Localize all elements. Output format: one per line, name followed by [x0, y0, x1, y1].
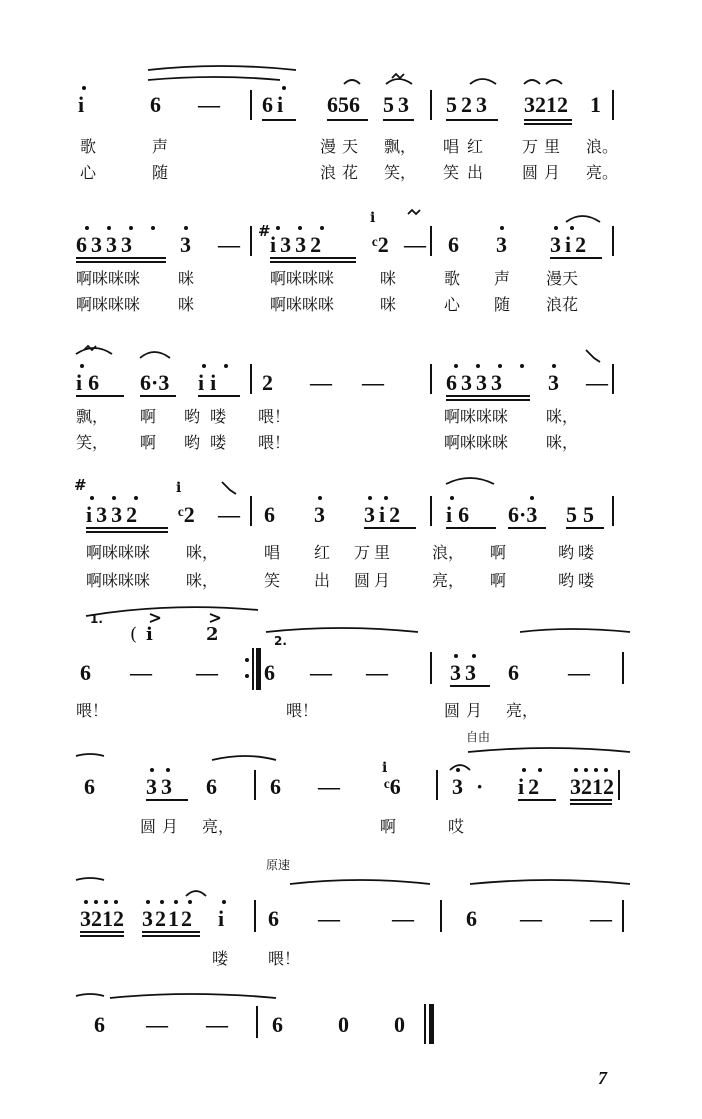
- note: 3: [180, 232, 191, 257]
- lyric: 喂！: [286, 701, 319, 720]
- cue-note: i: [146, 624, 153, 645]
- dash: —: [362, 370, 384, 395]
- ending-1-label: 1.: [90, 612, 103, 626]
- page-number: 7: [598, 1068, 607, 1088]
- lyric: 万里: [354, 543, 395, 562]
- lyric: 喂！: [258, 407, 291, 426]
- dash: —: [218, 502, 240, 527]
- note-group: 6·3: [140, 370, 170, 395]
- note: i: [78, 92, 85, 117]
- lyric: 心: [444, 295, 461, 314]
- note: 6: [272, 1012, 283, 1037]
- lyric: 咪: [178, 269, 195, 288]
- note-group: 6i: [262, 92, 288, 117]
- grace-note: i: [382, 760, 388, 776]
- lyric: 哟喽: [184, 407, 237, 426]
- note-group: 6333: [76, 232, 136, 257]
- lyric: 啊: [140, 407, 157, 426]
- cue-paren: (: [130, 624, 138, 645]
- cue-note: 2: [206, 624, 219, 645]
- lyric: 啊: [140, 433, 157, 452]
- note: 2: [262, 370, 273, 395]
- lyric: 咪，: [186, 543, 219, 562]
- note-group: 55: [566, 502, 600, 527]
- note: 6: [270, 774, 281, 799]
- note-group: 3212: [524, 92, 568, 117]
- lyric: 啊: [490, 543, 507, 562]
- lyric: 笑: [264, 571, 281, 590]
- lyric: 啊咪咪咪: [444, 407, 509, 426]
- lyric: 咪: [380, 295, 397, 314]
- lyric: 唱红: [443, 137, 492, 156]
- note: ᶜ2: [178, 502, 195, 527]
- note: 6: [508, 660, 519, 685]
- note: 3: [548, 370, 559, 395]
- lyric: 万里: [522, 137, 567, 156]
- note-group: ii: [198, 370, 223, 395]
- note-group: i6: [76, 370, 106, 395]
- lyric: 啊咪咪咪: [76, 295, 141, 314]
- lyric: 亮，: [506, 701, 539, 720]
- lyric: 圆月: [140, 817, 185, 836]
- lyric: 哟喽: [558, 543, 599, 562]
- note: 6: [448, 232, 459, 257]
- dash: —: [366, 660, 388, 685]
- dash: —: [568, 660, 590, 685]
- lyric: 浪。: [586, 137, 619, 156]
- dash: —: [586, 370, 608, 395]
- note-group: 3212: [570, 774, 614, 799]
- lyric: 啊咪咪咪: [76, 269, 141, 288]
- sharp-sign: #: [258, 222, 271, 240]
- lyric: 亮，: [432, 571, 465, 590]
- note-group: i2: [518, 774, 544, 799]
- lyric: 喂！: [76, 701, 109, 720]
- note-group: 523: [446, 92, 491, 117]
- ending-2-label: 2.: [274, 634, 287, 648]
- dash: —: [392, 906, 414, 931]
- note-group: 33: [146, 774, 176, 799]
- lyric: 红: [314, 543, 331, 562]
- lyric: 哎: [448, 817, 465, 836]
- note-group: 6333: [446, 370, 506, 395]
- grace-note: i: [370, 210, 376, 226]
- lyric: 笑，: [384, 163, 417, 182]
- note-group: i332: [86, 502, 142, 527]
- grace-note: i: [176, 480, 182, 496]
- note: 3: [452, 774, 463, 799]
- note: 6: [80, 660, 91, 685]
- tempo-marking: 自由: [466, 730, 491, 744]
- underlines: [76, 120, 612, 936]
- dash: —: [520, 906, 542, 931]
- lyric: 飘，: [76, 407, 109, 426]
- lyric: 笑出: [443, 163, 492, 182]
- dash: —: [310, 660, 332, 685]
- note: 1: [590, 92, 601, 117]
- lyric: 随: [494, 295, 511, 314]
- dash: —: [310, 370, 332, 395]
- sharp-sign: #: [74, 476, 87, 494]
- octave-dots: [80, 86, 608, 904]
- dash: —: [318, 774, 340, 799]
- lyric: 咪，: [186, 571, 219, 590]
- note-group: 6·3: [508, 502, 538, 527]
- note-group: 656: [327, 92, 360, 117]
- lyric: 出: [314, 571, 331, 590]
- lyric: 笑，: [76, 433, 109, 452]
- tempo-marking: 原速: [266, 858, 291, 872]
- dot: ·: [476, 774, 484, 799]
- note: 3: [496, 232, 507, 257]
- lyric: 喂！: [268, 949, 301, 968]
- lyric: 漫天: [320, 137, 365, 156]
- lyric: 咪: [380, 269, 397, 288]
- dash: —: [206, 1012, 228, 1037]
- lyric: 啊咪咪咪: [86, 543, 151, 562]
- note-group: 3i2: [364, 502, 405, 527]
- note-group: 3212: [142, 906, 194, 931]
- lyric: 啊: [380, 817, 397, 836]
- lyric: 浪花: [546, 295, 579, 314]
- note: 6: [264, 502, 275, 527]
- note-group: 3i2: [550, 232, 591, 257]
- lyric: 声: [494, 269, 511, 288]
- note: i: [218, 906, 225, 931]
- note: 6: [264, 660, 275, 685]
- lyric: 哟喽: [184, 433, 237, 452]
- lyric: 飘，: [384, 137, 417, 156]
- note: 6: [268, 906, 279, 931]
- ornaments: [84, 74, 600, 896]
- lyric: 唱: [264, 543, 281, 562]
- lyric: 亮，: [202, 817, 235, 836]
- note: ᶜ2: [372, 232, 389, 257]
- note: 6: [94, 1012, 105, 1037]
- lyric: 啊咪咪咪: [86, 571, 151, 590]
- dash: —: [590, 906, 612, 931]
- lyric: 哟喽: [558, 571, 599, 590]
- lyric: 心: [80, 163, 97, 182]
- lyric: 圆月: [444, 701, 489, 720]
- note: ᶜ6: [384, 774, 401, 799]
- dash: —: [130, 660, 152, 685]
- rest: 0: [394, 1012, 405, 1037]
- lyric: 浪花: [320, 163, 365, 182]
- lyric: 喽: [212, 949, 229, 968]
- note: 6: [466, 906, 477, 931]
- note: 6: [150, 92, 161, 117]
- lyric: 啊咪咪咪: [270, 295, 335, 314]
- note-group: 33: [450, 660, 480, 685]
- dash: —: [146, 1012, 168, 1037]
- note: 3: [314, 502, 325, 527]
- lyric: 亮。: [586, 163, 619, 182]
- note-group: 53: [383, 92, 413, 117]
- note: 6: [206, 774, 217, 799]
- lyric: 歌: [80, 137, 97, 156]
- note-group: i6: [446, 502, 476, 527]
- lyric: 漫天: [546, 269, 579, 288]
- dash: —: [318, 906, 340, 931]
- note-group: 3212: [80, 906, 124, 931]
- lyric: 咪，: [546, 407, 579, 426]
- note: 6: [84, 774, 95, 799]
- lyric: 啊咪咪咪: [270, 269, 335, 288]
- note-group: i332: [270, 232, 326, 257]
- lyric: 咪，: [546, 433, 579, 452]
- lyric: 圆月: [522, 163, 567, 182]
- lyric: 啊咪咪咪: [444, 433, 509, 452]
- lyric: 咪: [178, 295, 195, 314]
- dash: —: [404, 232, 426, 257]
- lyric: 圆月: [354, 571, 395, 590]
- lyric: 声: [152, 137, 169, 156]
- dash: —: [218, 232, 240, 257]
- lyric: 啊: [490, 571, 507, 590]
- dash: —: [196, 660, 218, 685]
- dash: —: [198, 92, 220, 117]
- rest: 0: [338, 1012, 349, 1037]
- lyric: 浪，: [432, 543, 465, 562]
- lyric: 随: [152, 163, 169, 182]
- lyric: 歌: [444, 269, 461, 288]
- lyric: 喂！: [258, 433, 291, 452]
